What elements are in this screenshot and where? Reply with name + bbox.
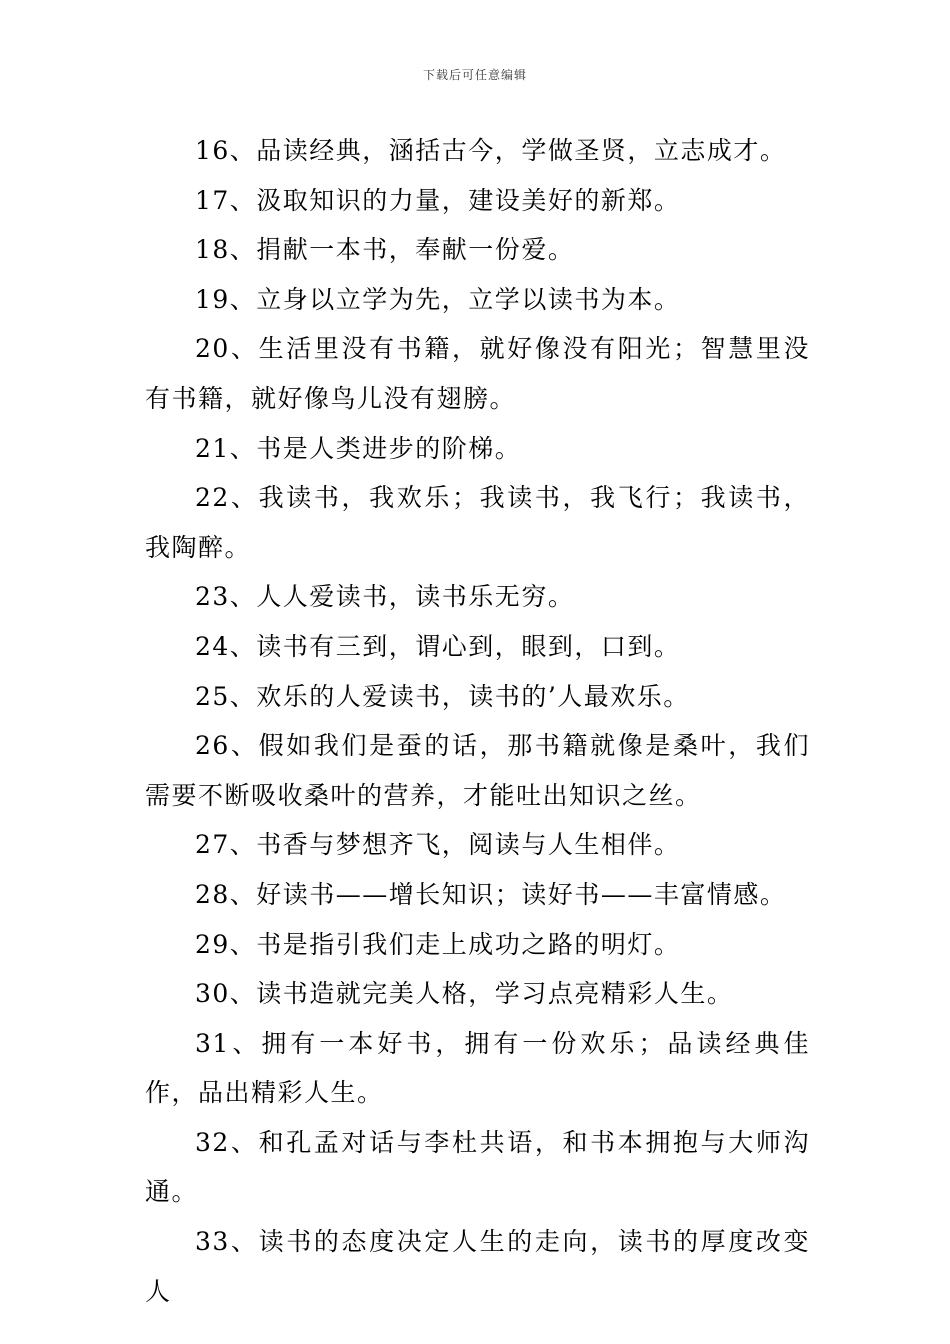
paragraph-29: 29、书是指引我们走上成功之路的明灯。 [195, 929, 681, 959]
paragraph-19: 19、立身以立学为先，立学以读书为本。 [195, 284, 681, 314]
document-body [145, 126, 810, 1316]
paragraph-26: 26、假如我们是蚕的话，那书籍就像是桑叶，我们需要不断吸收桑叶的营养，才能吐出知识之丝。 [145, 731, 810, 810]
paragraph-16: 16、品读经典，涵括古今，学做圣贤，立志成才。 [195, 136, 787, 165]
paragraph-17: 17、汲取知识的力量，建设美好的新郑。 [195, 185, 681, 215]
paragraph-28: 28、好读书——增长知识；读好书——丰富情感。 [195, 879, 787, 909]
page-header: 下载后可任意编辑 [422, 68, 527, 82]
paragraph-22: 22、我读书，我欢乐；我读书，我飞行；我读书，我陶醉。 [145, 483, 810, 562]
paragraph-32: 32、和孔孟对话与李杜共语，和书本拥抱与大师沟通。 [145, 1127, 810, 1207]
paragraph-25: 25、欢乐的人爱读书，读书的’人最欢乐。 [195, 681, 690, 711]
paragraph-27: 27、书香与梦想齐飞，阅读与人生相伴。 [195, 830, 681, 860]
paragraph-20: 20、生活里没有书籍，就好像没有阳光；智慧里没有书籍，就好像鸟儿没有翅膀。 [145, 334, 810, 413]
paragraph-33: 33、读书的态度决定人生的走向，读书的厚度改变人 [145, 1227, 810, 1306]
paragraph-31: 31、拥有一本好书，拥有一份欢乐；品读经典佳作，品出精彩人生。 [145, 1028, 810, 1108]
paragraph-21: 21、书是人类进步的阶梯。 [195, 433, 522, 463]
paragraph-30: 30、读书造就完美人格，学习点亮精彩人生。 [195, 979, 734, 1009]
paragraph-23: 23、人人爱读书，读书乐无穷。 [195, 582, 575, 612]
paragraph-18: 18、捐献一本书，奉献一份爱。 [195, 235, 575, 265]
paragraph-24: 24、读书有三到，谓心到，眼到，口到。 [195, 631, 681, 661]
